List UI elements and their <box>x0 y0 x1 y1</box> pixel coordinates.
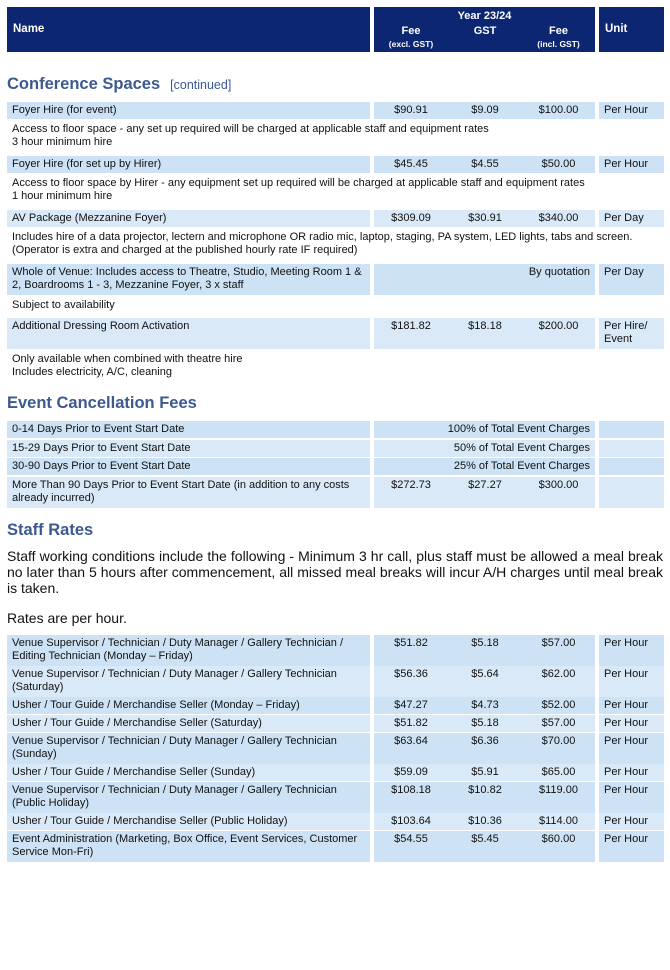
header-fee-excl-sub: (excl. GST) <box>388 39 434 49</box>
row-values: $47.27 $4.73 $52.00 <box>374 697 595 714</box>
row-values: $59.09 $5.91 $65.00 <box>374 764 595 781</box>
row-values: $103.64 $10.36 $114.00 <box>374 813 595 830</box>
header-year-group <box>374 7 595 52</box>
row-values <box>374 264 595 295</box>
row-values: $45.45 $4.55 $50.00 <box>374 156 595 173</box>
row-name: 0-14 Days Prior to Event Start Date <box>7 421 370 438</box>
row-name: Venue Supervisor / Technician / Duty Manager / Gallery Technician (Public Holiday) <box>7 782 370 813</box>
rates-note: Rates are per hour. <box>7 610 127 626</box>
row-name: Foyer Hire (for set up by Hirer) <box>7 156 370 173</box>
row-values: $309.09 $30.91 $340.00 <box>374 210 595 227</box>
header-unit: Unit <box>599 7 664 52</box>
row-values: 100% of Total Event Charges <box>374 421 595 438</box>
conference-title: Conference Spaces <box>7 75 161 93</box>
row-unit: Per Day <box>599 264 664 295</box>
table-row <box>7 782 664 813</box>
table-row <box>7 421 664 438</box>
header-year: Year 23/24 <box>457 10 512 22</box>
table-row <box>7 666 664 697</box>
row-name: Usher / Tour Guide / Merchandise Seller (Sunday) <box>7 764 370 781</box>
table-row <box>7 440 664 457</box>
row-name: Venue Supervisor / Technician / Duty Manager / Gallery Technician / Editing Technician (Monday – Friday) <box>7 635 370 666</box>
row-name: Whole of Venue: Includes access to Theatre, Studio, Meeting Room 1 & 2, Boardrooms 1 - 3, Mezzanine Foyer, 3 x staff <box>7 264 370 295</box>
row-unit: Per Hour <box>599 831 664 862</box>
row-values: $90.91 $9.09 $100.00 <box>374 102 595 119</box>
section-title-staff: Staff Rates <box>7 521 94 539</box>
section-title-cancellation: Event Cancellation Fees <box>7 394 197 412</box>
row-name: More Than 90 Days Prior to Event Start Date (in addition to any costs already incurred) <box>7 477 370 508</box>
row-note: Only available when combined with theatre hire Includes electricity, A/C, cleaning <box>7 351 663 381</box>
table-row <box>7 318 664 349</box>
row-name: Usher / Tour Guide / Merchandise Seller (Saturday) <box>7 715 370 732</box>
row-unit: Per Hour <box>599 635 664 666</box>
table-header <box>7 7 664 52</box>
table-row <box>7 697 664 714</box>
row-values: $51.82 $5.18 $57.00 <box>374 715 595 732</box>
row-name: Foyer Hire (for event) <box>7 102 370 119</box>
row-values: $56.36 $5.64 $62.00 <box>374 666 595 697</box>
table-row <box>7 813 664 830</box>
section-title-conference <box>7 75 231 94</box>
row-unit <box>599 458 664 475</box>
row-note: Subject to availability <box>7 297 663 314</box>
table-row <box>7 831 664 862</box>
table-row <box>7 715 664 732</box>
row-unit: Per Hire/ Event <box>599 318 664 349</box>
row-note: Access to floor space by Hirer - any equipment set up required will be charged at applicable staff and equipment rates 1 hour minimum hire <box>7 175 663 205</box>
row-unit: Per Hour <box>599 733 664 764</box>
quotation-value: By quotation <box>528 266 590 278</box>
row-unit: Per Hour <box>599 697 664 714</box>
table-row <box>7 210 664 227</box>
row-unit <box>599 477 664 508</box>
table-row <box>7 156 664 173</box>
row-values: $272.73 $27.27 $300.00 <box>374 477 595 508</box>
row-values: $108.18 $10.82 $119.00 <box>374 782 595 813</box>
row-name: AV Package (Mezzanine Foyer) <box>7 210 370 227</box>
table-row <box>7 102 664 119</box>
row-values: $63.64 $6.36 $70.00 <box>374 733 595 764</box>
row-unit: Per Hour <box>599 813 664 830</box>
row-note: Access to floor space - any set up required will be charged at applicable staff and equipment rates 3 hour minimum hire <box>7 121 663 151</box>
row-name: 15-29 Days Prior to Event Start Date <box>7 440 370 457</box>
table-row <box>7 264 664 295</box>
row-values: $181.82 $18.18 $200.00 <box>374 318 595 349</box>
staff-intro: Staff working conditions include the following - Minimum 3 hr call, plus staff must be allowed a meal break no later than 5 hours after commencement, all missed meal breaks will incur A/H charges until meal break is taken. <box>7 548 663 596</box>
header-fee-incl-sub: (incl. GST) <box>537 39 580 49</box>
row-name: Event Administration (Marketing, Box Office, Event Services, Customer Service Mon-Fri) <box>7 831 370 862</box>
row-unit: Per Hour <box>599 666 664 697</box>
row-name: Usher / Tour Guide / Merchandise Seller (Monday – Friday) <box>7 697 370 714</box>
row-name: Usher / Tour Guide / Merchandise Seller (Public Holiday) <box>7 813 370 830</box>
table-row <box>7 458 664 475</box>
row-values: 50% of Total Event Charges <box>374 440 595 457</box>
row-values: 25% of Total Event Charges <box>374 458 595 475</box>
continued-label: [continued] <box>170 78 232 92</box>
header-name: Name <box>7 7 370 52</box>
table-row <box>7 635 664 666</box>
row-unit <box>599 440 664 457</box>
row-name: Venue Supervisor / Technician / Duty Manager / Gallery Technician (Saturday) <box>7 666 370 697</box>
table-row <box>7 477 664 508</box>
row-unit <box>599 421 664 438</box>
table-row <box>7 733 664 764</box>
row-name: Venue Supervisor / Technician / Duty Manager / Gallery Technician (Sunday) <box>7 733 370 764</box>
row-name: 30-90 Days Prior to Event Start Date <box>7 458 370 475</box>
row-unit: Per Hour <box>599 715 664 732</box>
row-unit: Per Hour <box>599 764 664 781</box>
row-unit: Per Day <box>599 210 664 227</box>
table-row <box>7 764 664 781</box>
row-name: Additional Dressing Room Activation <box>7 318 370 349</box>
row-unit: Per Hour <box>599 782 664 813</box>
header-fee-incl: Fee <box>549 25 568 37</box>
row-values: $54.55 $5.45 $60.00 <box>374 831 595 862</box>
header-fee-excl: Fee <box>401 25 421 37</box>
row-values: $51.82 $5.18 $57.00 <box>374 635 595 666</box>
row-unit: Per Hour <box>599 102 664 119</box>
row-unit: Per Hour <box>599 156 664 173</box>
row-note: Includes hire of a data projector, lectern and microphone OR radio mic, laptop, staging, PA system, LED lights, tabs and screen. (Operator is extra and charged at the published hourly rate IF required) <box>7 229 663 259</box>
header-gst: GST <box>473 25 497 37</box>
